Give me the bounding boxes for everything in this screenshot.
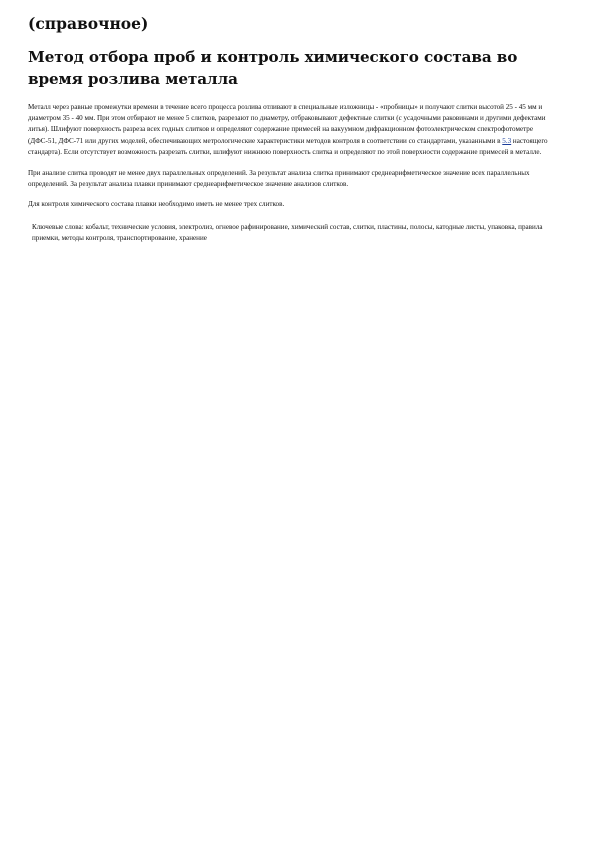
paragraph-sampling-method [28,102,562,158]
appendix-label: (справочное) [28,14,149,33]
document-page [28,12,562,244]
section-5-3-link[interactable]: 5.3 [502,136,512,145]
paragraph-1-text-start: Металл через равные промежутки времени в течение всего процесса розлива отливают в специальные изложницы - «пробницы» и получают слитки высотой 25 - 45 мм и диаметром 35 - 40 мм. При этом отбирают не менее 5 слитков, разрезают по диаметру, отбраковывают дефектные слитки (с усадочными раковинами и другими дефектами литья). Шлифуют поверхность разреза всех годных слитков и определяют содержание примесей на вакуумном дифракционном фотоэлектрическом спектрофотометре (ДФС-51, ДФС-71 или других моделей, обеспечивающих метрологические характеристики методов контроля в соответствии со стандартами, указанными в [28,103,546,145]
page-title: Метод отбора проб и контроль химического состава во время розлива металла [28,48,518,88]
paragraph-analysis: При анализе слитка проводят не менее двух параллельных определений. За результат анализа слитка принимают среднеарифметическое значение всех параллельных определений. За результат анализа плавки принимают среднеарифметическое значение анализов слитков. [28,169,530,189]
paragraph-1-text-end: настоящего стандарта). Если отсутствует возможность разрезать слитки, шлифуют нижнюю поверхность слитка и определяют по этой поверхности содержание примесей в металле. [28,136,548,156]
paragraph-control: Для контроля химического состава плавки необходимо иметь не менее трех слитков. [28,200,285,209]
keywords: Ключевые слова: кобальт, технические условия, электролиз, огневое рафинирование, химический состав, слитки, пластины, полосы, катодные листы, упаковка, правила приемки, методы контроля, транспортирование, хранение [32,222,543,242]
